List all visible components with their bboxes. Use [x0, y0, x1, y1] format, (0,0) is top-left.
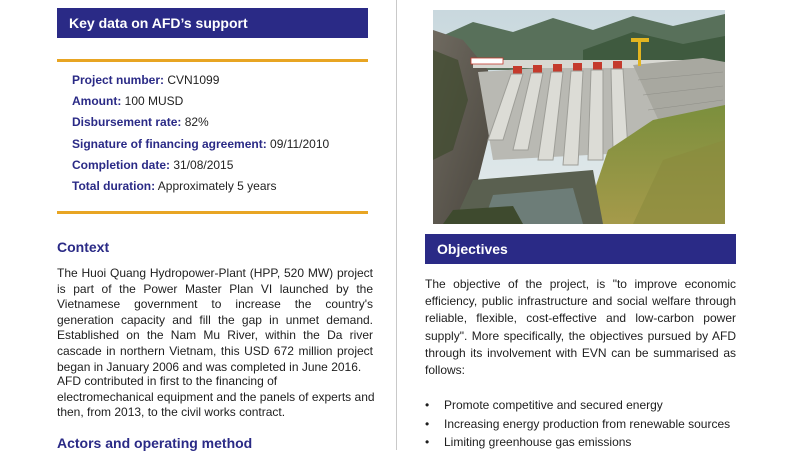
column-divider: [396, 0, 397, 450]
context-heading: Context: [57, 239, 110, 255]
list-item: • Increasing energy production from renewable sources: [425, 415, 730, 434]
key-data-list: [72, 70, 329, 197]
key-data-label: Signature of financing agreement:: [72, 136, 267, 151]
objectives-title: Objectives: [437, 241, 508, 257]
key-data-value: CVN1099: [164, 73, 220, 87]
key-data-label: Completion date:: [72, 157, 170, 172]
key-data-item: [72, 176, 329, 197]
context-paragraph-1: The Huoi Quang Hydropower-Plant (HPP, 520 MW) project is part of the Power Master Plan VI launched by the Vietnamese government to increase the country's generation capacity and fill the gap in unmet demand. Established on the Nam Mu River, within the Da river cascade in northern Vietnam, this USD 672 million project began in January 2006 and was completed in June 2016.: [57, 266, 373, 374]
actors-heading: Actors and operating method: [57, 435, 253, 451]
key-data-label: Amount:: [72, 94, 122, 109]
key-data-item: [72, 91, 329, 112]
key-data-value: 100 MUSD: [121, 94, 184, 109]
list-item: • Promote competitive and secured energy: [425, 396, 730, 415]
objectives-paragraph: The objective of the project, is "to improve economic efficiency, public infrastructure and social welfare through reliable, flexible, cost-effective and low-carbon power supply". More specifically, the objectives pursued by AFD through its involvement with EVN can be summarised as follows:: [425, 277, 736, 378]
list-item: • Limiting greenhouse gas emissions: [425, 433, 730, 452]
key-data-top-rule: [57, 59, 368, 62]
key-data-item: [72, 112, 329, 133]
key-data-label: Disbursement rate:: [72, 115, 182, 130]
key-data-item: [72, 134, 329, 155]
context-paragraph-2: AFD contributed in first to the financing of electromechanical equipment and the panels of experts and then, from 2013, to the civil works contract.: [57, 374, 375, 420]
objectives-bullet-list: [425, 396, 730, 452]
key-data-value: 31/08/2015: [170, 157, 234, 172]
key-data-bottom-rule: [57, 211, 368, 214]
key-data-label: Total duration:: [72, 179, 156, 194]
key-data-value: 82%: [181, 115, 209, 130]
key-data-label: Project number:: [72, 73, 165, 87]
key-data-title: Key data on AFD’s support: [69, 15, 248, 31]
key-data-banner: [57, 8, 368, 38]
key-data-item: [72, 155, 329, 176]
key-data-value: Approximately 5 years: [155, 179, 277, 194]
objectives-banner: [425, 234, 736, 264]
key-data-item: [72, 70, 329, 91]
key-data-value: 09/11/2010: [266, 136, 330, 151]
dam-photo: [433, 10, 725, 224]
